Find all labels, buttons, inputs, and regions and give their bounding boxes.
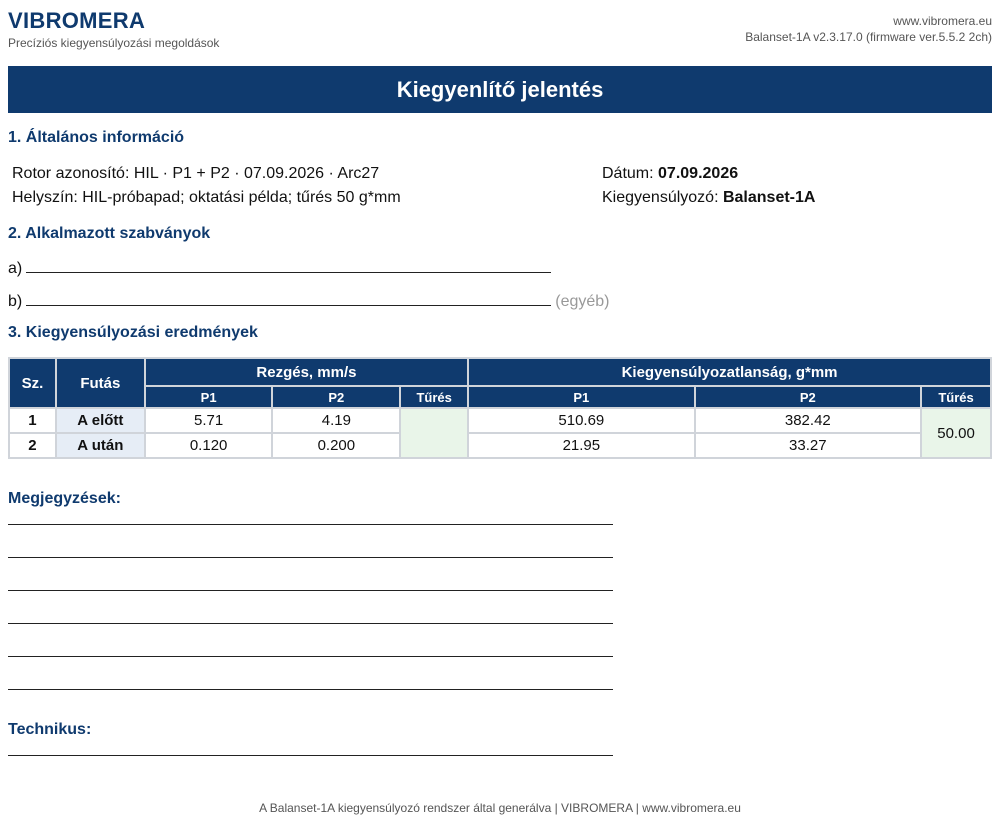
table-header-row (9, 358, 991, 386)
report-title: Kiegyenlítő jelentés (8, 66, 992, 113)
vib-p1-value: 0.120 (145, 433, 273, 458)
unb-p2-value: 33.27 (695, 433, 921, 458)
website-text: www.vibromera.eu (893, 14, 992, 28)
vib-tolerance-header: Tűrés (400, 386, 468, 408)
technician-signature-line (8, 755, 613, 756)
standard-b-row (8, 291, 609, 311)
unb-p1-value: 21.95 (468, 433, 694, 458)
rotor-id-label: Rotor azonosító: (12, 165, 130, 182)
unb-tolerance-header: Tűrés (921, 386, 991, 408)
col-run-header: Futás (56, 358, 145, 408)
footer-text: A Balanset-1A kiegyensúlyozó rendszer által generálva | VIBROMERA | www.vibromera.eu (259, 801, 741, 815)
row-number: 1 (9, 408, 56, 433)
date-row (602, 165, 738, 183)
technician-heading: Technikus: (8, 721, 92, 738)
standard-a-row (8, 258, 551, 278)
section-standards-heading: 2. Alkalmazott szabványok (8, 225, 211, 242)
balancer-label: Kiegyensúlyozó: (602, 189, 719, 206)
standard-b-label: b) (8, 293, 23, 310)
standard-b-note: (egyéb) (555, 293, 610, 310)
standard-a-line (26, 258, 551, 273)
standard-a-label: a) (8, 260, 23, 277)
run-label: A előtt (56, 408, 145, 433)
notes-line (8, 656, 613, 657)
col-sz-header: Sz. (9, 358, 56, 408)
unb-tolerance-value: 50.00 (921, 408, 991, 458)
location-label: Helyszín: (12, 189, 78, 206)
unb-p1-value: 510.69 (468, 408, 694, 433)
table-row (9, 433, 991, 458)
vib-p2-header: P2 (272, 386, 400, 408)
unbalance-group-header: Kiegyensúlyozatlanság, g*mm (468, 358, 991, 386)
table-subheader-row (9, 386, 991, 408)
balancer-value: Balanset-1A (722, 189, 816, 206)
brand-subtitle: Precíziós kiegyensúlyozási megoldások (8, 36, 220, 50)
vib-p1-header: P1 (145, 386, 273, 408)
brand-title: VIBROMERA (8, 8, 146, 33)
standard-b-line (26, 291, 551, 306)
notes-line (8, 689, 613, 690)
notes-line (8, 623, 613, 624)
brand-block (8, 8, 219, 50)
balancer-row (602, 189, 815, 207)
section-general-heading: 1. Általános információ (8, 129, 185, 146)
table-row (9, 408, 991, 433)
section-results-heading: 3. Kiegyensúlyozási eredmények (8, 324, 258, 341)
rotor-id-row (12, 165, 379, 183)
notes-line (8, 590, 613, 591)
vib-p2-value: 0.200 (272, 433, 400, 458)
results-table (8, 357, 992, 459)
version-text: Balanset-1A v2.3.17.0 (firmware ver.5.5.2 2ch) (745, 30, 992, 44)
vib-p2-value: 4.19 (272, 408, 400, 433)
location-value: HIL-próbapad; oktatási példa; tűrés 50 g*mm (82, 189, 401, 206)
location-row (12, 189, 401, 207)
vib-p1-value: 5.71 (145, 408, 273, 433)
date-label: Dátum: (602, 165, 654, 182)
notes-line (8, 557, 613, 558)
notes-line (8, 524, 613, 525)
vibration-group-header: Rezgés, mm/s (145, 358, 468, 386)
row-number: 2 (9, 433, 56, 458)
notes-heading: Megjegyzések: (8, 490, 121, 507)
unb-p2-value: 382.42 (695, 408, 921, 433)
unb-p2-header: P2 (695, 386, 921, 408)
header-meta (745, 13, 992, 45)
run-label: A után (56, 433, 145, 458)
unb-p1-header: P1 (468, 386, 694, 408)
vib-tolerance-value (400, 408, 468, 458)
date-value: 07.09.2026 (658, 165, 739, 182)
rotor-id-value: HIL · P1 + P2 · 07.09.2026 · Arc27 (133, 165, 380, 182)
